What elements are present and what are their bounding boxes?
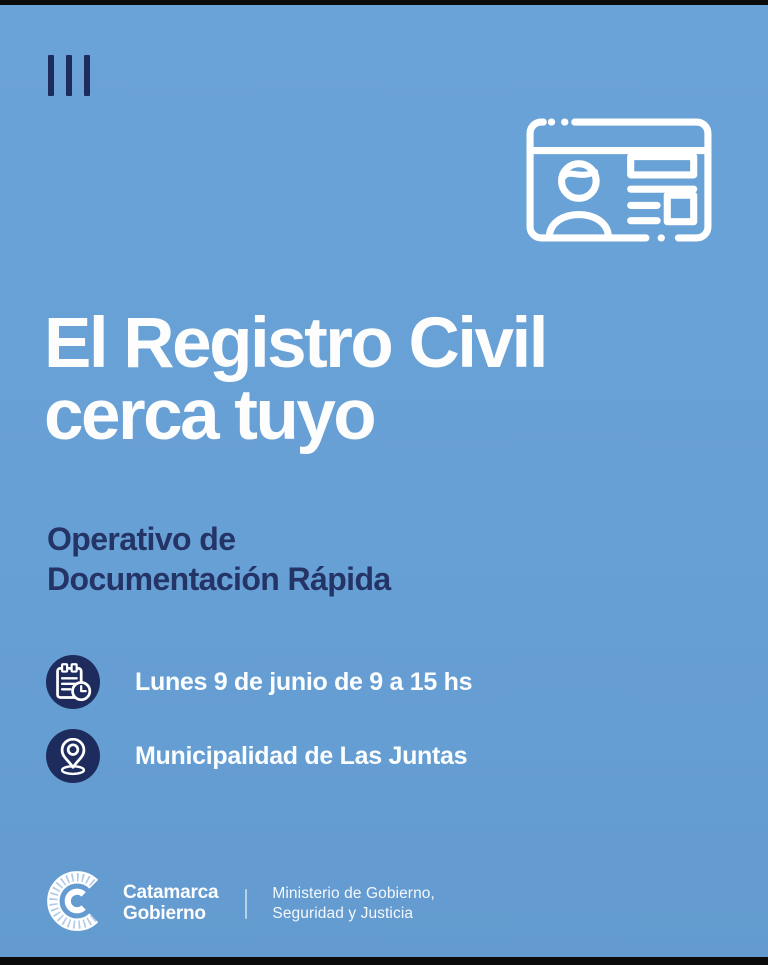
ministry-name [272, 884, 435, 923]
page-subtitle [47, 520, 391, 599]
location-label: Municipalidad de Las Juntas [135, 741, 468, 770]
catamarca-c-logo-icon [44, 868, 110, 939]
brand-line-1: Catamarca [123, 881, 219, 903]
calendar-clock-icon [46, 655, 100, 709]
location-pin-icon [46, 729, 100, 783]
footer [44, 868, 435, 939]
id-card-icon [526, 118, 712, 247]
page-title [44, 304, 546, 456]
ministry-line-1: Ministerio de Gobierno, [272, 884, 435, 902]
bar-icon [66, 55, 72, 96]
schedule-label: Lunes 9 de junio de 9 a 15 hs [135, 667, 473, 696]
brand-name [123, 883, 218, 925]
subtitle-line-1: Operativo de [47, 521, 236, 557]
three-bars-icon [48, 55, 90, 96]
title-line-2: cerca tuyo [44, 376, 375, 456]
top-edge-bar [0, 0, 768, 5]
ministry-line-2: Seguridad y Justicia [272, 904, 414, 922]
location-row [46, 729, 467, 783]
bottom-edge-bar [0, 957, 768, 965]
footer-divider [245, 889, 247, 919]
subtitle-line-2: Documentación Rápida [47, 560, 391, 597]
bar-icon [84, 55, 90, 96]
schedule-row [46, 655, 472, 709]
bar-icon [48, 55, 54, 96]
title-line-1: El Registro Civil [44, 304, 546, 383]
brand-line-2: Gobierno [123, 902, 206, 924]
